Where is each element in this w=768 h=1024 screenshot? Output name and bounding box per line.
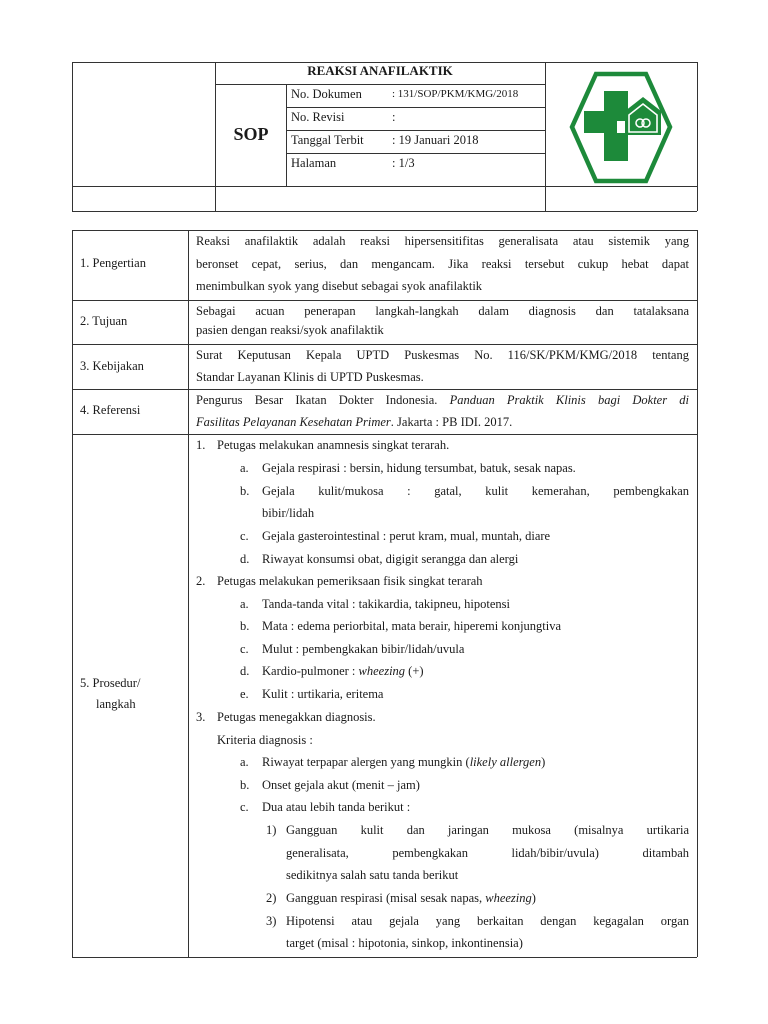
subitem-text: generalisata, pembengkakan lidah/bibir/uvula) ditambah: [286, 846, 689, 860]
item-text-part: Riwayat terpapar alergen yang mungkin (: [262, 755, 470, 769]
sop-label: SOP: [233, 124, 269, 144]
item-text: [262, 754, 545, 770]
tujuan-line: Sebagai acuan penerapan langkah-langkah dalam diagnosis dan tatalaksana: [196, 304, 689, 318]
referensi-text: Pengurus Besar Ikatan Dokter Indonesia.: [196, 393, 450, 407]
section-label-kebijakan: 3. Kebijakan: [80, 359, 144, 373]
item-text: Mulut : pembengkakan bibir/lidah/uvula: [262, 642, 465, 656]
item-text-italic: likely allergen: [469, 755, 542, 769]
item-text: Riwayat konsumsi obat, digigit serangga dan alergi: [262, 552, 519, 566]
item-text-part: ): [541, 755, 546, 769]
item-text: Gejala respirasi : bersin, hidung tersumbat, batuk, sesak napas.: [262, 461, 576, 475]
item-text: Dua atau lebih tanda berikut :: [262, 800, 411, 814]
kebijakan-line: Standar Layanan Klinis di UPTD Puskesmas.: [196, 370, 424, 384]
subitem-text-italic: wheezing: [485, 891, 532, 905]
step-number: 1.: [196, 438, 206, 452]
field-value-tanggal-terbit: : 19 Januari 2018: [392, 133, 479, 147]
item-mark: a.: [240, 755, 249, 769]
subitem-text-part: ): [531, 891, 536, 905]
item-mark: c.: [240, 529, 249, 543]
item-text: Onset gejala akut (menit – jam): [262, 778, 420, 792]
item-mark: b.: [240, 484, 250, 498]
item-text: Kulit : urtikaria, eritema: [262, 687, 384, 701]
field-label-no-revisi: No. Revisi: [291, 110, 345, 124]
item-mark: c.: [240, 642, 249, 656]
step-text: Petugas menegakkan diagnosis.: [217, 710, 376, 724]
item-mark: b.: [240, 619, 250, 633]
step-number: 2.: [196, 574, 206, 588]
item-mark: a.: [240, 597, 249, 611]
item-text: bibir/lidah: [262, 506, 315, 520]
subitem-text: Hipotensi atau gejala yang berkaitan dengan kegagalan organ: [286, 914, 689, 928]
item-text-part: (+): [405, 664, 424, 678]
step-number: 3.: [196, 710, 206, 724]
tujuan-line: pasien dengan reaksi/syok anafilaktik: [196, 323, 384, 337]
subitem-text-part: Gangguan respirasi (misal sesak napas,: [286, 891, 486, 905]
item-mark: e.: [240, 687, 249, 701]
subitem-mark: 2): [266, 891, 277, 905]
section-label-referensi: 4. Referensi: [80, 403, 141, 417]
item-mark: d.: [240, 552, 250, 566]
item-text: [262, 663, 424, 679]
section-label-tujuan: 2. Tujuan: [80, 314, 128, 328]
section-label-pengertian: 1. Pengertian: [80, 256, 146, 270]
item-mark: d.: [240, 664, 250, 678]
kebijakan-line: Surat Keputusan Kepala UPTD Puskesmas No. 116/SK/PKM/KMG/2018 tentang: [196, 348, 689, 362]
section-label-langkah: langkah: [96, 697, 136, 711]
item-text-italic: wheezing: [358, 664, 406, 678]
pengertian-line: Reaksi anafilaktik adalah reaksi hipersensitifitas generalisata atau sistemik yang: [196, 234, 689, 248]
subitem-text: Gangguan kulit dan jaringan mukosa (misalnya urtikaria: [286, 823, 689, 837]
referensi-text: . Jakarta : PB IDI. 2017.: [390, 415, 513, 429]
subitem-text: [286, 890, 536, 906]
item-mark: a.: [240, 461, 249, 475]
item-text: Tanda-tanda vital : takikardia, takipneu, hipotensi: [262, 597, 511, 611]
item-text-part: Kardio-pulmoner :: [262, 664, 359, 678]
field-label-tanggal-terbit: Tanggal Terbit: [291, 133, 364, 147]
field-value-no-revisi: :: [392, 110, 396, 124]
puskesmas-logo-icon: [569, 71, 673, 184]
pengertian-line: menimbulkan syok yang disebut sebagai syok anafilaktik: [196, 279, 483, 293]
item-text: Gejala kulit/mukosa : gatal, kulit kemerahan, pembengkakan: [262, 484, 689, 498]
subitem-text: target (misal : hipotonia, sinkop, inkontinensia): [286, 936, 523, 950]
field-value-no-dokumen: : 131/SOP/PKM/KMG/2018: [392, 88, 519, 100]
item-text: Gejala gasterointestinal : perut kram, mual, muntah, diare: [262, 529, 551, 543]
subitem-mark: 1): [266, 823, 277, 837]
referensi-book-title: Fasilitas Pelayanan Kesehatan Primer: [196, 415, 391, 429]
subitem-text: sedikitnya salah satu tanda berikut: [286, 868, 459, 882]
referensi-line-1: [196, 392, 689, 408]
field-value-halaman: : 1/3: [392, 156, 415, 170]
document-title: REAKSI ANAFILAKTIK: [307, 63, 453, 78]
referensi-book-title: Panduan Praktik Klinis bagi Dokter di: [449, 393, 689, 407]
item-mark: c.: [240, 800, 249, 814]
step-text: Petugas melakukan anamnesis singkat terarah.: [217, 438, 450, 452]
pengertian-line: beronset cepat, serius, dan mengancam. Jika reaksi tersebut cukup hebat dapat: [196, 257, 689, 271]
item-text: Mata : edema periorbital, mata berair, hiperemi konjungtiva: [262, 619, 562, 633]
field-label-no-dokumen: No. Dokumen: [291, 87, 362, 101]
referensi-line-2: [196, 414, 512, 430]
subitem-mark: 3): [266, 914, 277, 928]
item-mark: b.: [240, 778, 250, 792]
section-label-prosedur: 5. Prosedur/: [80, 676, 141, 690]
step-text: Petugas melakukan pemeriksaan fisik singkat terarah: [217, 574, 483, 588]
criteria-heading: Kriteria diagnosis :: [217, 733, 313, 747]
field-label-halaman: Halaman: [291, 156, 337, 170]
